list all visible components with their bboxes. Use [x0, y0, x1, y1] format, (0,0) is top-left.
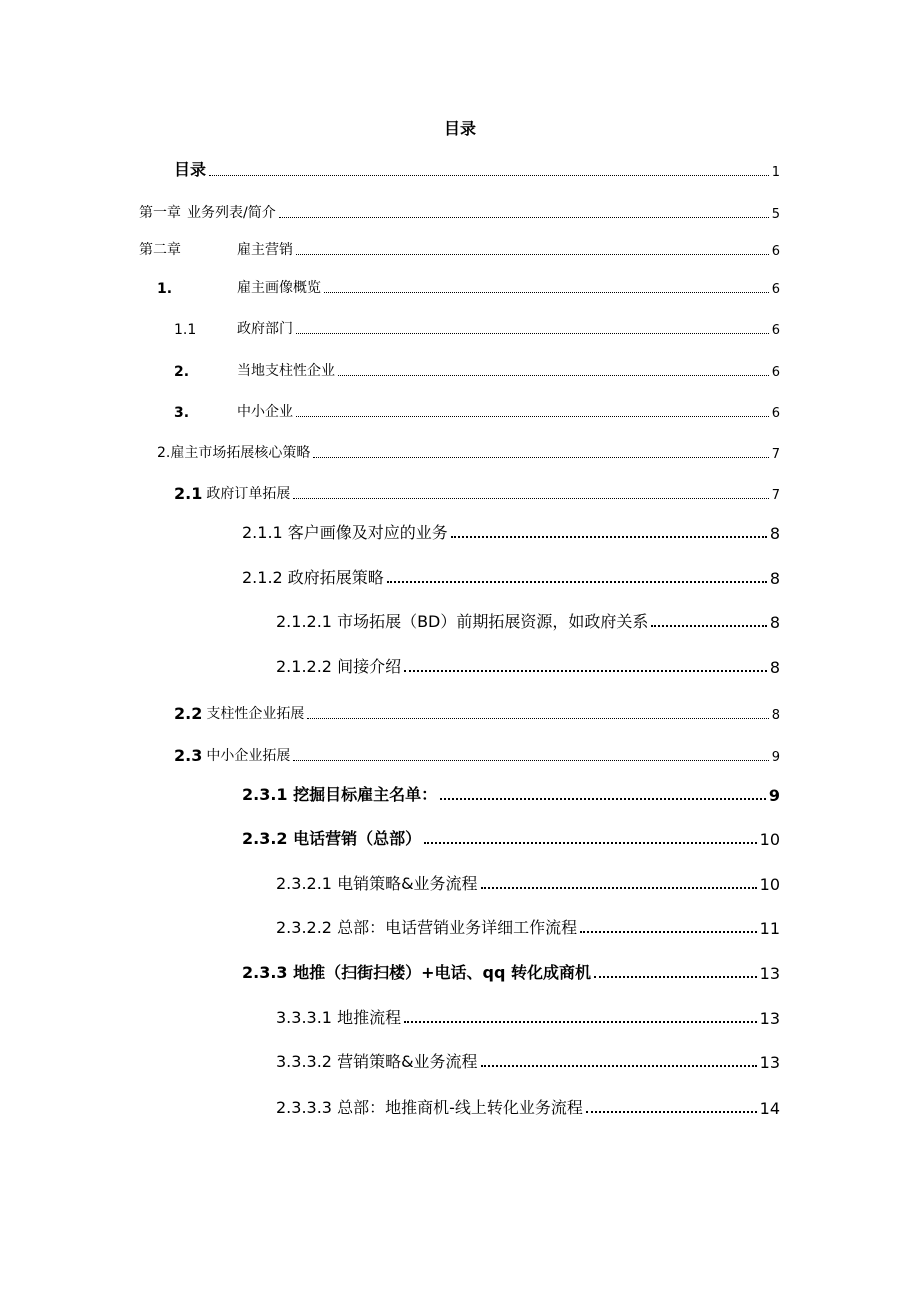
toc-entry-text: 雇主画像概览: [237, 280, 321, 296]
toc-entry-text: 中小企业拓展: [206, 748, 291, 764]
toc-entry[interactable]: [242, 781, 780, 805]
toc-entry-page: 1: [771, 165, 780, 180]
toc-entry-text: 3.3.3.2 营销策略&业务流程: [276, 1052, 478, 1071]
toc-entry-page: 8: [771, 708, 780, 723]
toc-entry-page: 7: [771, 488, 780, 503]
toc-leader: [580, 931, 757, 933]
toc-entry-page: 8: [769, 658, 780, 677]
toc-entry-page: 9: [768, 786, 780, 805]
toc-entry[interactable]: [276, 870, 780, 894]
toc-entry[interactable]: [242, 564, 780, 588]
toc-leader: [296, 254, 769, 255]
toc-entry-text: 2.雇主市场拓展核心策略: [157, 445, 311, 461]
toc-leader: [481, 887, 757, 889]
toc-entry-page: 6: [771, 323, 780, 338]
toc-entry-text: 2.3.3.3 总部：地推商机-线上转化业务流程: [276, 1098, 583, 1117]
toc-leader: [586, 1111, 757, 1113]
toc-leader: [424, 842, 757, 844]
toc-leader: [451, 536, 767, 538]
toc-entry-text: 2.1.2.1 市场拓展（BD）前期拓展资源，如政府关系: [276, 612, 649, 631]
toc-entry-page: 8: [769, 524, 780, 543]
toc-entry-page: 10: [759, 830, 780, 849]
toc-entry-number: 2.: [174, 364, 190, 380]
toc-entry[interactable]: [276, 1048, 780, 1072]
toc-leader: [481, 1065, 757, 1067]
toc-entry[interactable]: [276, 653, 780, 677]
toc-leader: [440, 798, 766, 800]
toc-entry-text: 2.1.2 政府拓展策略: [242, 568, 384, 587]
toc-leader: [594, 976, 757, 978]
toc-entry[interactable]: [174, 314, 780, 338]
toc-leader: [651, 625, 766, 627]
toc-leader: [296, 333, 769, 334]
toc-entry[interactable]: [139, 198, 780, 222]
toc-entry[interactable]: [276, 914, 780, 938]
toc-entry-number: 2.3: [174, 746, 203, 765]
toc-entry-page: 11: [759, 919, 780, 938]
toc-entry-text: 2.3.2.1 电销策略&业务流程: [276, 874, 478, 893]
toc-entry-page: 10: [759, 875, 780, 894]
toc-entry[interactable]: [276, 1094, 780, 1118]
toc-entry[interactable]: [174, 479, 780, 503]
toc-entry[interactable]: [157, 438, 780, 462]
toc-leader: [387, 581, 767, 583]
toc-entry-text: 2.1.2.2 间接介绍: [276, 657, 402, 676]
toc-entry[interactable]: [276, 1004, 780, 1028]
toc-entry-number: 2.1: [174, 484, 203, 503]
toc-entry-page: 13: [759, 964, 780, 983]
toc-entry-text: 雇主营销: [237, 242, 293, 258]
toc-entry[interactable]: [242, 519, 780, 543]
toc-entry-page: 6: [771, 282, 780, 297]
toc-leader: [324, 292, 769, 293]
toc-leader: [338, 375, 769, 376]
toc-entry-page: 6: [771, 244, 780, 259]
toc-leader: [279, 217, 769, 218]
toc-leader: [404, 670, 767, 672]
toc-entry-number: 2.2: [174, 704, 203, 723]
toc-leader: [209, 175, 769, 176]
toc-entry[interactable]: [276, 608, 780, 632]
toc-entry-page: 9: [771, 750, 780, 765]
toc-entry-page: 7: [771, 447, 780, 462]
toc-entry-text: 2.3.2 电话营销（总部）: [242, 829, 422, 848]
toc-leader: [307, 718, 768, 719]
toc-entry-page: 14: [759, 1099, 780, 1118]
toc-entry-page: 6: [771, 365, 780, 380]
toc-entry-text: 政府部门: [237, 321, 293, 337]
toc-entry-number: 3.: [174, 405, 190, 421]
toc-entry[interactable]: [157, 273, 780, 297]
toc-entry-text: 业务列表/简介: [187, 205, 276, 221]
toc-entry-number: 1.1: [174, 322, 197, 338]
toc-entry-number: 目录: [174, 160, 207, 179]
toc-entry[interactable]: [242, 959, 780, 983]
toc-entry-number: 1.: [157, 281, 173, 297]
toc-entry-text: 2.3.2.2 总部：电话营销业务详细工作流程: [276, 918, 578, 937]
toc-leader: [296, 416, 769, 417]
toc-entry-page: 8: [769, 613, 780, 632]
toc-entry[interactable]: [174, 699, 780, 723]
toc-entry-number: 第一章: [139, 205, 181, 221]
toc-entry-text: 2.3.3 地推（扫街扫楼）+电话、qq 转化成商机: [242, 963, 592, 982]
toc-entry-page: 5: [771, 207, 780, 222]
toc-entry[interactable]: [174, 156, 780, 180]
toc-entry[interactable]: [174, 741, 780, 765]
page-title: 目录: [443, 119, 476, 138]
toc-entry[interactable]: [174, 397, 780, 421]
toc-entry-text: 中小企业: [237, 404, 293, 420]
toc-leader: [293, 760, 768, 761]
toc-entry-page: 8: [769, 569, 780, 588]
toc-entry-page: 13: [759, 1053, 780, 1072]
toc-entry[interactable]: [174, 356, 780, 380]
toc-entry[interactable]: [139, 235, 780, 259]
toc-leader: [313, 457, 768, 458]
toc-entry-number: 第二章: [139, 242, 181, 258]
toc-entry-text: 2.1.1 客户画像及对应的业务: [242, 523, 448, 542]
toc-entry-text: 3.3.3.1 地推流程: [276, 1008, 402, 1027]
toc-entry-page: 6: [771, 406, 780, 421]
toc-leader: [404, 1021, 757, 1023]
toc-entry-text: 当地支柱性企业: [237, 363, 335, 379]
toc-entry-page: 13: [759, 1009, 780, 1028]
toc-entry[interactable]: [242, 825, 780, 849]
toc-leader: [293, 498, 768, 499]
toc-entry-text: 支柱性企业拓展: [206, 706, 305, 722]
toc-entry-text: 政府订单拓展: [206, 486, 291, 502]
toc-entry-text: 2.3.1 挖掘目标雇主名单：: [242, 785, 438, 804]
